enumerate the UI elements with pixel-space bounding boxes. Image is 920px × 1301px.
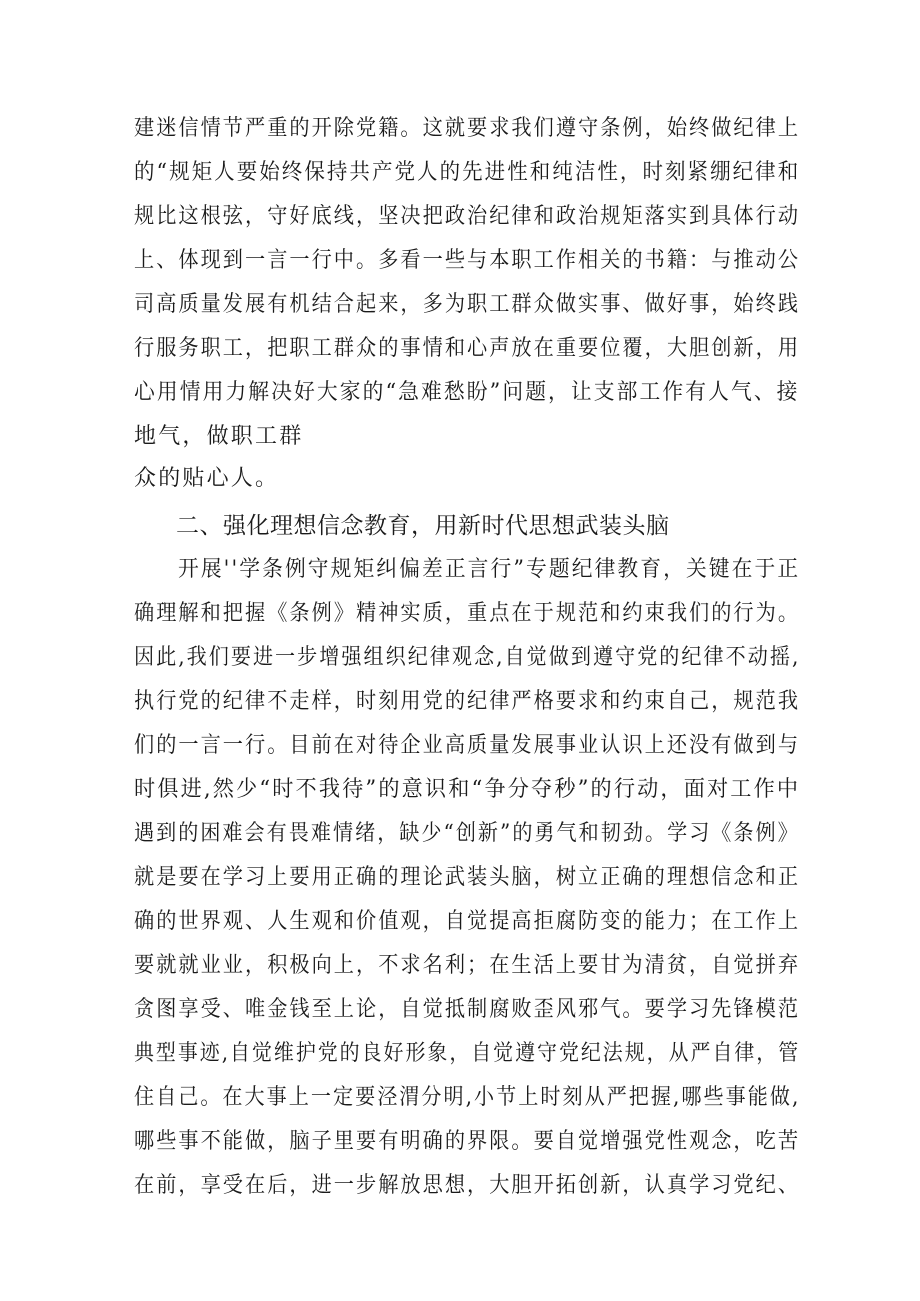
body-text-line: 住自己。在大事上一定要泾渭分明,小节上时刻从严把握,哪些事能做, xyxy=(134,1085,801,1110)
body-text-line: 们的一言一行。目前在对待企业高质量发展事业认识上还没有做到与 xyxy=(134,733,801,758)
body-text-line: 司高质量发展有机结合起来，多为职工群众做实事、做好事，始终践 xyxy=(134,292,801,317)
body-text-line: 遇到的困难会有畏难情绪，缺少“创新”的勇气和韧劲。学习《条例》 xyxy=(134,821,800,846)
body-text-line: 确理解和把握《条例》精神实质，重点在于规范和约束我们的行为。 xyxy=(134,601,801,626)
body-text-line: 规比这根弦，守好底线，坚决把政治纪律和政治规矩落实到具体行动 xyxy=(134,204,801,229)
body-text-line: 确的世界观、人生观和价值观，自觉提高拒腐防变的能力；在工作上 xyxy=(134,909,801,934)
body-text-line: 时俱进,然少“时不我待”的意识和“争分夺秒”的行动，面对工作中 xyxy=(134,777,801,802)
body-text-line: 地气，做职工群 xyxy=(134,424,304,449)
body-text-line: 建迷信情节严重的开除党籍。这就要求我们遵守条例，始终做纪律上 xyxy=(134,116,801,141)
body-text-line: 众的贴心人。 xyxy=(134,466,280,491)
body-text-line: 的“规矩人要始终保持共产党人的先进性和纯洁性，时刻紧绷纪律和 xyxy=(134,160,801,185)
body-text-line: 因此,我们要进一步增强组织纪律观念,自觉做到遵守党的纪律不动摇, xyxy=(134,645,801,670)
body-text-line: 在前，享受在后，进一步解放思想，大胆开拓创新，认真学习党纪、 xyxy=(134,1173,801,1198)
body-text-line: 就是要在学习上要用正确的理论武装头脑，树立正确的理想信念和正 xyxy=(134,865,801,890)
body-text-line: 哪些事不能做，脑子里要有明确的界限。要自觉增强党性观念，吃苦 xyxy=(134,1129,801,1154)
body-text-line: 典型事迹,自觉维护党的良好形象，自觉遵守党纪法规，从严自律，管 xyxy=(134,1041,801,1066)
body-text-line: 执行党的纪律不走样，时刻用党的纪律严格要求和约束自己，规范我 xyxy=(134,689,801,714)
body-text-line: 要就就业业，积极向上，不求名利；在生活上要甘为清贫，自觉拼弃 xyxy=(134,953,801,978)
body-text-line: 贪图享受、唯金钱至上论，自觉抵制腐败歪风邪气。要学习先锋模范 xyxy=(134,997,801,1022)
body-text-line: 心用情用力解决好大家的“急难愁盼”问题，让支部工作有人气、接 xyxy=(134,380,800,405)
body-text-line: 开展''学条例守规矩纠偏差正言行”专题纪律教育，关键在于正 xyxy=(178,557,801,582)
body-text-line: 行服务职工，把职工群众的事情和心声放在重要位覆，大胆创新，用 xyxy=(134,336,801,361)
body-text-line: 上、体现到一言一行中。多看一些与本职工作相关的书籍：与推动公 xyxy=(134,248,801,273)
section-heading: 二、强化理想信念教育，用新时代思想武装头脑 xyxy=(176,513,670,539)
